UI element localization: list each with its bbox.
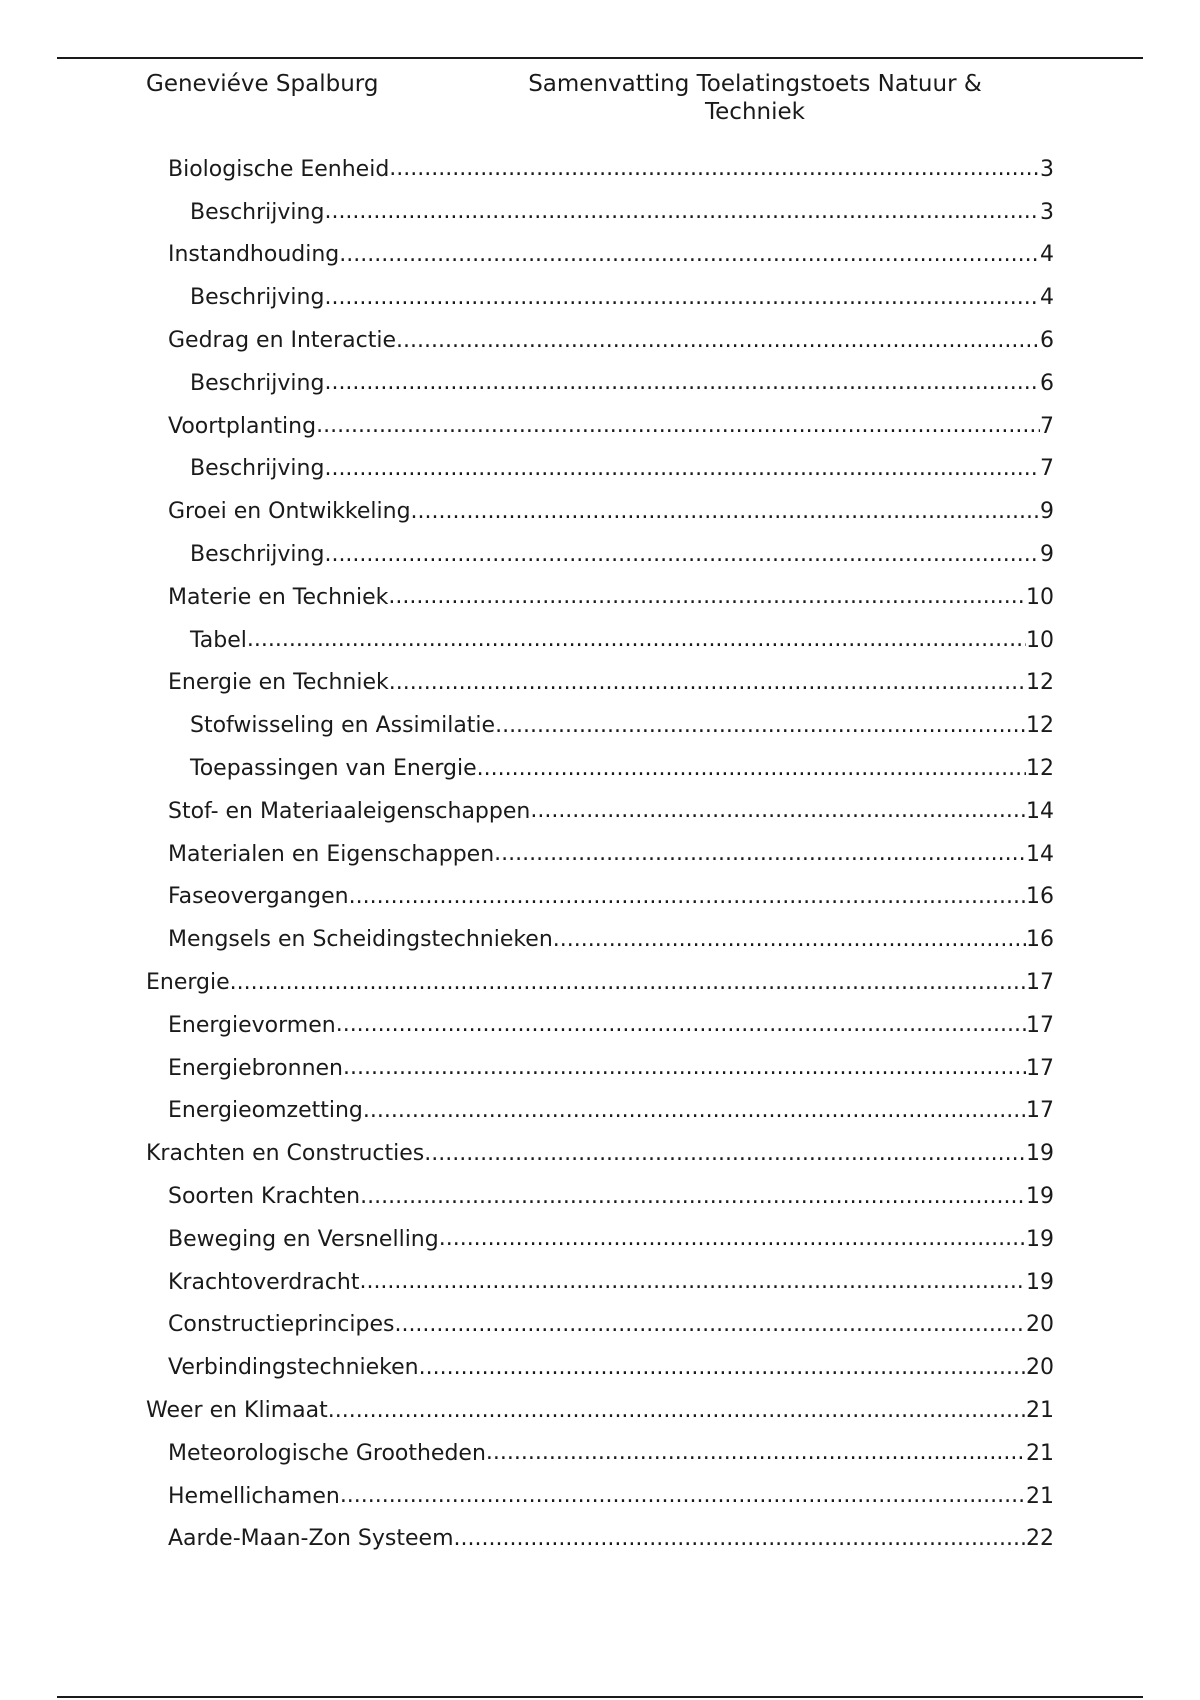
- toc-dot-leader: [324, 198, 1040, 226]
- toc-dot-leader: [454, 1525, 1027, 1553]
- toc-entry-page-number: 16: [1026, 927, 1054, 953]
- toc-dot-leader: [316, 412, 1040, 440]
- toc-entry-label: Stofwisseling en Assimilatie: [190, 713, 496, 739]
- toc-entry-label: Beweging en Versnelling: [168, 1226, 439, 1252]
- toc-entry[interactable]: [146, 1475, 1054, 1518]
- toc-dot-leader: [389, 669, 1026, 697]
- toc-entry-label: Gedrag en Interactie: [168, 328, 396, 354]
- toc-dot-leader: [336, 1011, 1026, 1039]
- toc-dot-leader: [324, 284, 1040, 312]
- toc-dot-leader: [343, 1054, 1026, 1082]
- toc-entry-label: Krachtoverdracht: [168, 1269, 360, 1295]
- toc-entry-label: Instandhouding: [168, 242, 340, 268]
- toc-entry[interactable]: [146, 1090, 1054, 1133]
- toc-dot-leader: [349, 883, 1026, 911]
- footer-rule: [57, 1696, 1143, 1698]
- toc-dot-leader: [247, 626, 1026, 654]
- toc-entry[interactable]: [146, 276, 1054, 319]
- toc-entry[interactable]: [146, 1218, 1054, 1261]
- toc-entry-label: Energiebronnen: [168, 1055, 344, 1081]
- toc-entry[interactable]: [146, 1132, 1054, 1175]
- toc-entry[interactable]: [146, 448, 1054, 491]
- toc-entry-label: Stof- en Materiaaleigenschappen: [168, 798, 531, 824]
- toc-entry[interactable]: [146, 1518, 1054, 1561]
- toc-dot-leader: [324, 455, 1040, 483]
- toc-dot-leader: [553, 926, 1026, 954]
- toc-entry-page-number: 17: [1026, 1055, 1054, 1081]
- toc-entry-page-number: 12: [1026, 670, 1054, 696]
- toc-dot-leader: [394, 1311, 1026, 1339]
- toc-entry-label: Beschrijving: [190, 456, 325, 482]
- page-header: [0, 70, 1200, 130]
- toc-entry-page-number: 17: [1026, 1098, 1054, 1124]
- toc-entry[interactable]: [146, 576, 1054, 619]
- toc-entry[interactable]: [146, 319, 1054, 362]
- toc-dot-leader: [230, 969, 1026, 997]
- toc-dot-leader: [359, 1268, 1026, 1296]
- toc-dot-leader: [439, 1225, 1026, 1253]
- toc-entry[interactable]: [146, 1432, 1054, 1475]
- toc-entry-page-number: 21: [1026, 1440, 1054, 1466]
- toc-entry-page-number: 9: [1040, 499, 1054, 525]
- toc-entry[interactable]: [146, 1047, 1054, 1090]
- toc-entry[interactable]: [146, 1261, 1054, 1304]
- toc-entry-page-number: 4: [1040, 242, 1054, 268]
- toc-dot-leader: [328, 1397, 1026, 1425]
- toc-entry-label: Mengsels en Scheidingstechnieken: [168, 927, 553, 953]
- toc-entry-page-number: 19: [1026, 1184, 1054, 1210]
- toc-entry-page-number: 12: [1026, 713, 1054, 739]
- toc-entry-label: Energieomzetting: [168, 1098, 363, 1124]
- toc-entry-page-number: 19: [1026, 1141, 1054, 1167]
- toc-entry-label: Energievormen: [168, 1012, 336, 1038]
- toc-entry[interactable]: [146, 1304, 1054, 1347]
- toc-dot-leader: [389, 155, 1040, 183]
- header-title: Samenvatting Toelatingstoets Natuur & Techniek: [528, 71, 982, 125]
- toc-entry-page-number: 19: [1026, 1226, 1054, 1252]
- toc-entry-label: Krachten en Constructies: [146, 1141, 425, 1167]
- toc-entry-page-number: 16: [1026, 884, 1054, 910]
- toc-entry[interactable]: [146, 876, 1054, 919]
- toc-entry-page-number: 4: [1040, 285, 1054, 311]
- toc-entry[interactable]: [146, 405, 1054, 448]
- toc-dot-leader: [396, 327, 1040, 355]
- toc-entry[interactable]: [146, 704, 1054, 747]
- toc-entry-label: Faseovergangen: [168, 884, 349, 910]
- toc-entry-label: Verbindingstechnieken: [168, 1355, 419, 1381]
- toc-entry-page-number: 19: [1026, 1269, 1054, 1295]
- toc-entry-label: Materialen en Eigenschappen: [168, 841, 495, 867]
- toc-dot-leader: [388, 583, 1026, 611]
- toc-entry-page-number: 14: [1026, 798, 1054, 824]
- toc-entry-label: Voortplanting: [168, 413, 317, 439]
- toc-entry-label: Aarde-Maan-Zon Systeem: [168, 1526, 454, 1552]
- toc-dot-leader: [530, 797, 1026, 825]
- toc-entry-page-number: 14: [1026, 841, 1054, 867]
- toc-entry-label: Toepassingen van Energie: [190, 756, 477, 782]
- toc-entry-label: Constructieprincipes: [168, 1312, 395, 1338]
- toc-entry-label: Groei en Ontwikkeling: [168, 499, 411, 525]
- toc-entry-page-number: 3: [1040, 199, 1054, 225]
- header-author: Geneviéve Spalburg: [146, 71, 379, 97]
- toc-entry[interactable]: [146, 1004, 1054, 1047]
- toc-entry[interactable]: [146, 533, 1054, 576]
- toc-entry[interactable]: [146, 619, 1054, 662]
- toc-entry[interactable]: [146, 747, 1054, 790]
- toc-dot-leader: [339, 241, 1040, 269]
- toc-dot-leader: [419, 1354, 1026, 1382]
- toc-dot-leader: [363, 1097, 1026, 1125]
- toc-entry[interactable]: [146, 234, 1054, 277]
- toc-entry-page-number: 21: [1026, 1398, 1054, 1423]
- toc-entry-label: Beschrijving: [190, 370, 325, 396]
- toc-dot-leader: [494, 840, 1026, 868]
- toc-entry-label: Tabel: [190, 627, 247, 653]
- toc-entry[interactable]: [146, 1175, 1054, 1218]
- toc-entry-page-number: 12: [1026, 756, 1054, 782]
- toc-entry-page-number: 6: [1040, 328, 1054, 354]
- toc-entry-page-number: 10: [1026, 584, 1054, 610]
- toc-dot-leader: [495, 712, 1026, 740]
- toc-entry-page-number: 22: [1026, 1526, 1054, 1552]
- toc-dot-leader: [324, 369, 1040, 397]
- toc-entry-page-number: 20: [1026, 1312, 1054, 1338]
- toc-entry-label: Beschrijving: [190, 199, 325, 225]
- toc-entry-page-number: 17: [1026, 1012, 1054, 1038]
- toc-dot-leader: [411, 498, 1040, 526]
- toc-entry[interactable]: [146, 790, 1054, 833]
- toc-entry-page-number: 6: [1040, 370, 1054, 396]
- toc-entry[interactable]: [146, 490, 1054, 533]
- toc-entry-label: Materie en Techniek: [168, 584, 389, 610]
- toc-entry-label: Hemellichamen: [168, 1483, 340, 1509]
- toc-dot-leader: [324, 541, 1040, 569]
- header-rule: [57, 57, 1143, 59]
- toc-entry-label: Beschrijving: [190, 285, 325, 311]
- table-of-contents: [146, 148, 1054, 1560]
- toc-entry-label: Biologische Eenheid: [168, 156, 390, 182]
- toc-entry[interactable]: [146, 833, 1054, 876]
- toc-entry-page-number: 21: [1026, 1483, 1054, 1509]
- toc-entry-page-number: 7: [1040, 456, 1054, 482]
- toc-dot-leader: [360, 1183, 1026, 1211]
- toc-entry-page-number: 3: [1040, 156, 1054, 182]
- toc-entry-page-number: 7: [1040, 413, 1054, 439]
- toc-entry[interactable]: [146, 1346, 1054, 1389]
- toc-entry-page-number: 17: [1026, 970, 1054, 996]
- toc-entry[interactable]: [146, 362, 1054, 405]
- toc-entry-page-number: 20: [1026, 1355, 1054, 1381]
- toc-entry-label: Energie: [146, 970, 230, 996]
- toc-entry[interactable]: [146, 918, 1054, 961]
- toc-entry-label: Soorten Krachten: [168, 1184, 361, 1210]
- toc-entry-label: Weer en Klimaat: [146, 1398, 328, 1423]
- toc-entry-page-number: 9: [1040, 542, 1054, 568]
- toc-entry[interactable]: [146, 961, 1054, 1004]
- toc-entry-label: Energie en Techniek: [168, 670, 389, 696]
- toc-entry[interactable]: [146, 191, 1054, 234]
- toc-dot-leader: [340, 1482, 1026, 1510]
- toc-entry[interactable]: [146, 662, 1054, 705]
- toc-entry-label: Beschrijving: [190, 542, 325, 568]
- toc-dot-leader: [477, 755, 1026, 783]
- toc-entry-page-number: 10: [1026, 627, 1054, 653]
- toc-dot-leader: [486, 1439, 1026, 1467]
- toc-entry[interactable]: [146, 1389, 1054, 1432]
- toc-entry[interactable]: [146, 148, 1054, 191]
- toc-entry-label: Meteorologische Grootheden: [168, 1440, 486, 1466]
- toc-dot-leader: [424, 1140, 1026, 1168]
